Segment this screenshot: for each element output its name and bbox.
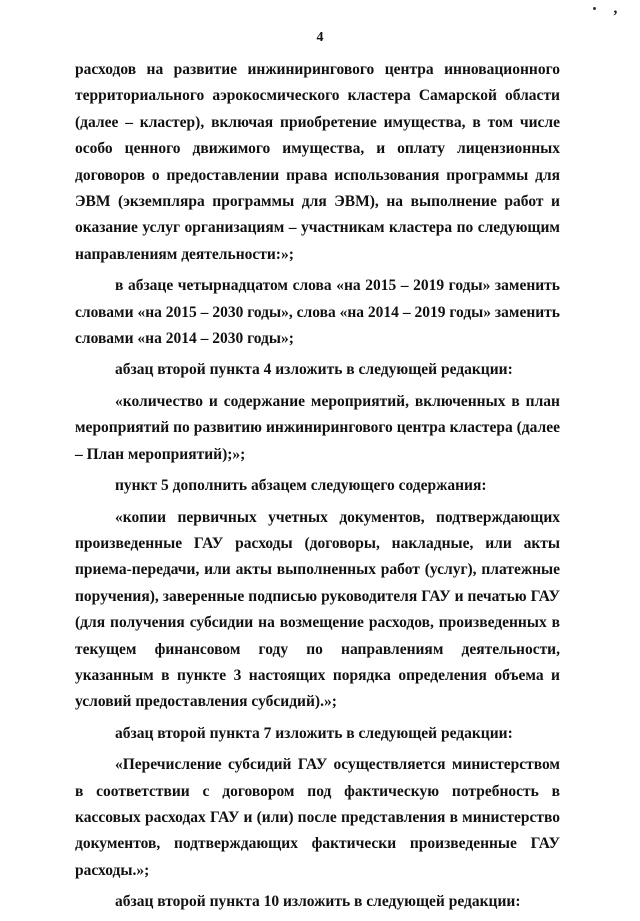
paragraph-2: в абзаце четырнадцатом слова «на 2015 – 2019 годы» заменить словами «на 2015 – 2030 годы», слова «на 2014 – 2019 годы» заменить словами «на 2014 – 2030 годы»;: [75, 277, 560, 348]
paragraph-5: пункт 5 дополнить абзацем следующего содержания:: [115, 477, 487, 495]
paragraph-9: абзац второй пункта 10 изложить в следующей редакции:: [115, 893, 521, 911]
paragraph-3: абзац второй пункта 4 изложить в следующей редакции:: [115, 361, 513, 379]
paragraph-4: «количество и содержание мероприятий, включенных в план мероприятий по развитию инжинирингового центра кластера (далее – План мероприятий);»;: [75, 392, 560, 463]
document-body: [75, 57, 560, 921]
paragraph-7: абзац второй пункта 7 изложить в следующей редакции:: [115, 724, 513, 742]
paragraph-1: расходов на развитие инжинирингового центра инновационного территориального аэрокосмического кластера Самарской области (далее – кластер), включая приобретение имущества, в том числе особо ценного движимого имущества, и оплату лицензионных договоров о предоставлении права использования программы для ЭВМ (экземпляра программы для ЭВМ), на выполнение работ и оказание услуг организациям – участникам кластера по следующим направлениям деятельности:»;: [75, 61, 560, 263]
page-number: 4: [316, 30, 324, 45]
scan-artifact-dot: [593, 7, 596, 10]
paragraph-8: «Перечисление субсидий ГАУ осуществляется министерством в соответствии с договором под фактическую потребность в кассовых расходах ГАУ и (или) после представления в министерство документов, подтверждающих фактически произведенные ГАУ расходы.»;: [75, 756, 560, 879]
paragraph-6: «копии первичных учетных документов, подтверждающих произведенные ГАУ расходы (договоры, накладные, или акты приема-передачи, или акты выполненных работ (услуг), платежные поручения), заверенные подписью руководителя ГАУ и печатью ГАУ (для получения субсидии на возмещение расходов, произведенных в текущем финансовом году по направлениям деятельности, указанным в пункте 3 настоящих порядка определения объема и условий предоставления субсидий).»;: [75, 508, 560, 711]
corner-mark: ʼ: [612, 8, 618, 25]
